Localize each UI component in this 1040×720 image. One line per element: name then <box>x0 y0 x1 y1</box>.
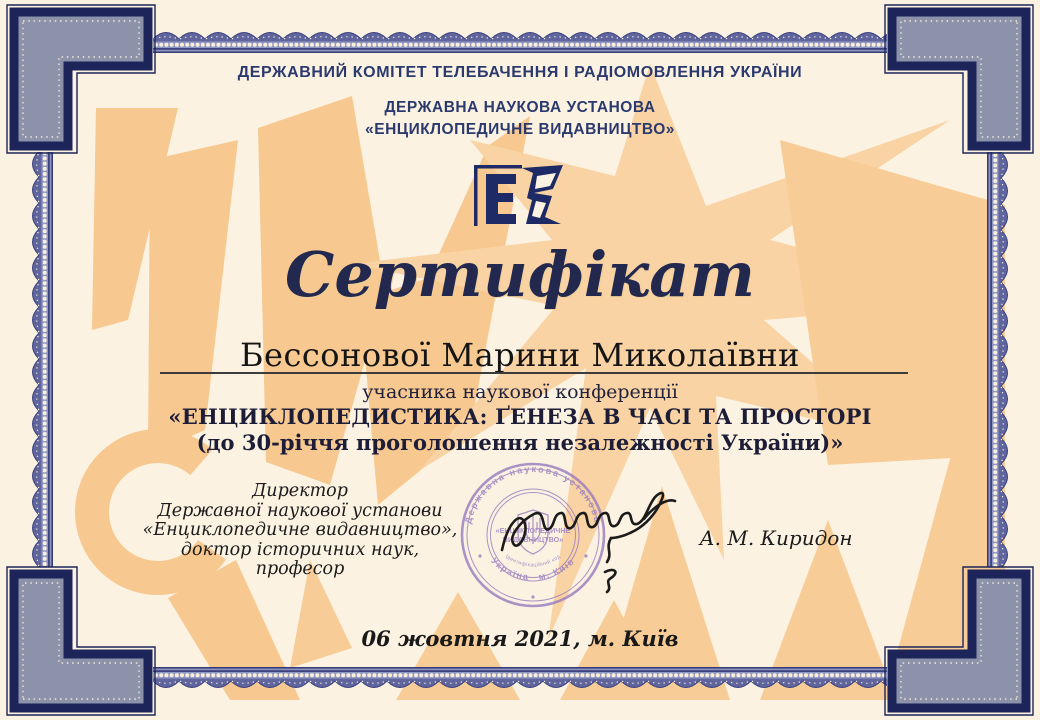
name-underline <box>160 372 908 374</box>
director-line: Директор <box>252 481 348 501</box>
header-committee: ДЕРЖАВНИЙ КОМІТЕТ ТЕЛЕБАЧЕННЯ І РАДІОМОВЛЕННЯ УКРАЇНИ <box>237 64 803 81</box>
header-institution-name: «ЕНЦИКЛОПЕДИЧНЕ ВИДАВНИЦТВО» <box>365 121 675 138</box>
recipient-name: Бессонової Марини Миколаївни <box>240 336 800 374</box>
seal-bottom-right-text: м. Київ <box>537 555 577 582</box>
seal-bottom-left-text: Україна <box>489 555 531 582</box>
border-band-bottom <box>153 667 887 688</box>
seal-small-text: Ідентифікаційний код <box>504 553 562 569</box>
director-line: професор <box>255 559 345 579</box>
participant-subtitle: учасника наукової конференції <box>362 381 678 403</box>
header-institution-type: ДЕРЖАВНА НАУКОВА УСТАНОВА <box>384 99 656 116</box>
conference-title-line2: (до 30-річчя проголошення незалежності України)» <box>196 430 844 455</box>
signature <box>494 486 699 606</box>
publisher-logo-icon <box>468 160 568 226</box>
seal-top-text: Державна наукова установа <box>463 463 603 525</box>
director-line: Державної наукової установи <box>157 500 443 521</box>
director-title-block <box>140 482 460 580</box>
seal-center-line2: ВИДАВНИЦТВО» <box>502 535 564 544</box>
date-place: 06 жовтня 2021, м. Київ <box>361 626 679 651</box>
director-line: «Енциклопедичне видавництво», <box>142 520 458 540</box>
certificate-title: Сертифікат <box>284 238 756 311</box>
border-band-top <box>153 32 887 53</box>
conference-title-line1: «ЕНЦИКЛОПЕДИСТИКА: ҐЕНЕЗА В ЧАСІ ТА ПРОСТОРІ <box>168 404 872 429</box>
director-line: доктор історичних наук, <box>180 539 420 560</box>
signatory-name: А. М. Киридон <box>699 526 853 550</box>
seal-center-line1: «ЕНЦИКЛОПЕДИЧНЕ <box>495 526 571 535</box>
